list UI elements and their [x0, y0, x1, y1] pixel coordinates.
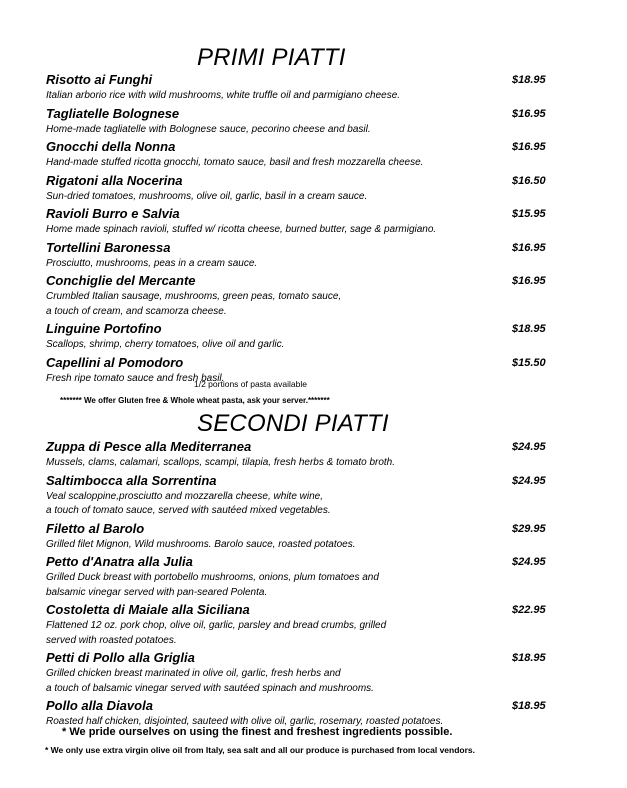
dish-name: Saltimbocca alla Sorrentina: [46, 472, 217, 488]
dish-description: Italian arborio rice with wild mushrooms, white truffle oil and parmigiano cheese.: [46, 90, 401, 101]
menu-item: [46, 71, 556, 105]
dish-description: Crumbled Italian sausage, mushrooms, green peas, tomato sauce, a touch of cream, and scamorza cheese.: [46, 291, 342, 317]
section-title-secondi: SECONDI PIATTI: [197, 410, 389, 437]
dish-name: Ravioli Burro e Salvia: [46, 206, 180, 221]
menu-item-header: [46, 553, 556, 571]
dish-description: Prosciutto, mushrooms, peas in a cream sauce.: [46, 257, 258, 269]
pride-note: * We pride ourselves on using the finest and freshest ingredients possible.: [62, 726, 453, 738]
section-title-primi: PRIMI PIATTI: [197, 44, 346, 71]
dish-price: $24.95: [512, 474, 546, 487]
dish-price: $15.95: [512, 208, 546, 220]
menu-item: [46, 138, 556, 172]
olive-oil-note: * We only use extra virgin olive oil from Italy, sea salt and all our produce is purchased from local vendors.: [45, 745, 476, 755]
dish-description: Flattened 12 oz. pork chop, olive oil, garlic, parsley and bread crumbs, grilled served with roasted potatoes.: [46, 620, 387, 646]
dish-price: $18.95: [512, 700, 546, 712]
dish-price: $18.95: [512, 323, 546, 335]
half-portion-note: 1/2 portions of pasta available: [194, 379, 307, 389]
menu-item-header: [46, 138, 556, 156]
dish-name: Linguine Portofino: [46, 321, 162, 336]
dish-price: $24.95: [512, 441, 546, 453]
menu-item-header: [46, 239, 556, 257]
menu-item: [46, 520, 556, 554]
menu-item: [46, 649, 556, 697]
menu-item-header: [46, 71, 556, 89]
menu-item: [46, 239, 556, 273]
dish-price: $16.95: [512, 141, 546, 153]
dish-name: Costoletta di Maiale alla Siciliana: [46, 602, 250, 617]
dish-price: $18.95: [512, 74, 546, 86]
dish-name: Rigatoni alla Nocerina: [46, 172, 183, 188]
dish-name: Petti di Pollo alla Griglia: [46, 650, 195, 665]
menu-item-header: [46, 354, 556, 372]
menu-item: [46, 272, 556, 320]
menu-item-header: [46, 472, 556, 490]
dish-name: Conchiglie del Mercante: [46, 273, 196, 288]
dish-description: Hand-made stuffed ricotta gnocchi, tomato sauce, basil and fresh mozzarella cheese.: [46, 157, 424, 168]
dish-price: $18.95: [512, 652, 546, 664]
menu-item-header: [46, 205, 556, 223]
dish-price: $16.95: [512, 107, 546, 120]
menu-item-header: [46, 438, 556, 456]
menu-item: [46, 205, 556, 239]
dish-name: Filetto al Barolo: [46, 520, 145, 536]
menu-item-header: [46, 320, 556, 338]
dish-price: $16.95: [512, 241, 546, 254]
dish-description: Fresh ripe tomato sauce and fresh basil.: [46, 372, 225, 384]
dish-price: $15.50: [512, 356, 546, 369]
dish-price: $22.95: [512, 604, 546, 616]
dish-price: $24.95: [512, 556, 546, 568]
menu-item: [46, 320, 556, 354]
menu-item: [46, 472, 556, 520]
dish-name: Tagliatelle Bolognese: [46, 105, 180, 121]
menu-item-header: [46, 272, 556, 290]
dish-description: Home made spinach ravioli, stuffed w/ ricotta cheese, burned butter, sage & parmigiano.: [46, 224, 437, 235]
menu-item: [46, 601, 556, 649]
dish-description: Grilled filet Mignon, Wild mushrooms. Barolo sauce, roasted potatoes.: [46, 538, 356, 550]
dish-name: Pollo alla Diavola: [46, 698, 153, 713]
dish-description: Veal scaloppine,prosciutto and mozzarella cheese, white wine, a touch of tomato sauce, served with sautéed mixed vegetables.: [46, 490, 331, 516]
dish-name: Petto d'Anatra alla Julia: [46, 554, 193, 569]
menu-item: [46, 553, 556, 601]
dish-description: Sun-dried tomatoes, mushrooms, olive oil, garlic, basil in a cream sauce.: [46, 190, 368, 202]
dish-description: Home-made tagliatelle with Bolognese sauce, pecorino cheese and basil.: [46, 123, 371, 135]
dish-name: Risotto ai Funghi: [46, 72, 153, 87]
menu-item-header: [46, 520, 556, 538]
dish-name: Capellini al Pomodoro: [46, 354, 184, 370]
dish-description: Mussels, clams, calamari, scallops, scampi, tilapia, fresh herbs & tomato broth.: [46, 457, 396, 468]
menu-item: [46, 172, 556, 206]
dish-description: Grilled chicken breast marinated in olive oil, garlic, fresh herbs and a touch of balsamic vinegar served with sautéed spinach and mushrooms.: [46, 668, 374, 694]
dish-price: $16.95: [512, 275, 546, 287]
menu-item: [46, 438, 556, 472]
menu-item: [46, 105, 556, 139]
primi-list: [46, 71, 556, 387]
dish-name: Tortellini Baronessa: [46, 239, 171, 255]
dish-description: Grilled Duck breast with portobello mushrooms, onions, plum tomatoes and balsamic vinegar served with pan-seared Polenta.: [46, 572, 379, 598]
dish-description: Roasted half chicken, disjointed, sauteed with olive oil, garlic, rosemary, roasted potatoes.: [46, 716, 444, 727]
dish-name: Zuppa di Pesce alla Mediterranea: [46, 439, 252, 454]
gluten-free-note: ******* We offer Gluten free & Whole wheat pasta, ask your server.*******: [60, 396, 330, 405]
menu-item-header: [46, 172, 556, 190]
dish-name: Gnocchi della Nonna: [46, 139, 176, 154]
dish-price: $16.50: [512, 174, 546, 187]
secondi-list: [46, 438, 556, 731]
dish-description: Scallops, shrimp, cherry tomatoes, olive oil and garlic.: [46, 339, 285, 350]
menu-item-header: [46, 649, 556, 667]
menu-item-header: [46, 697, 556, 715]
dish-price: $29.95: [512, 522, 546, 535]
menu-item-header: [46, 105, 556, 123]
menu-item-header: [46, 601, 556, 619]
